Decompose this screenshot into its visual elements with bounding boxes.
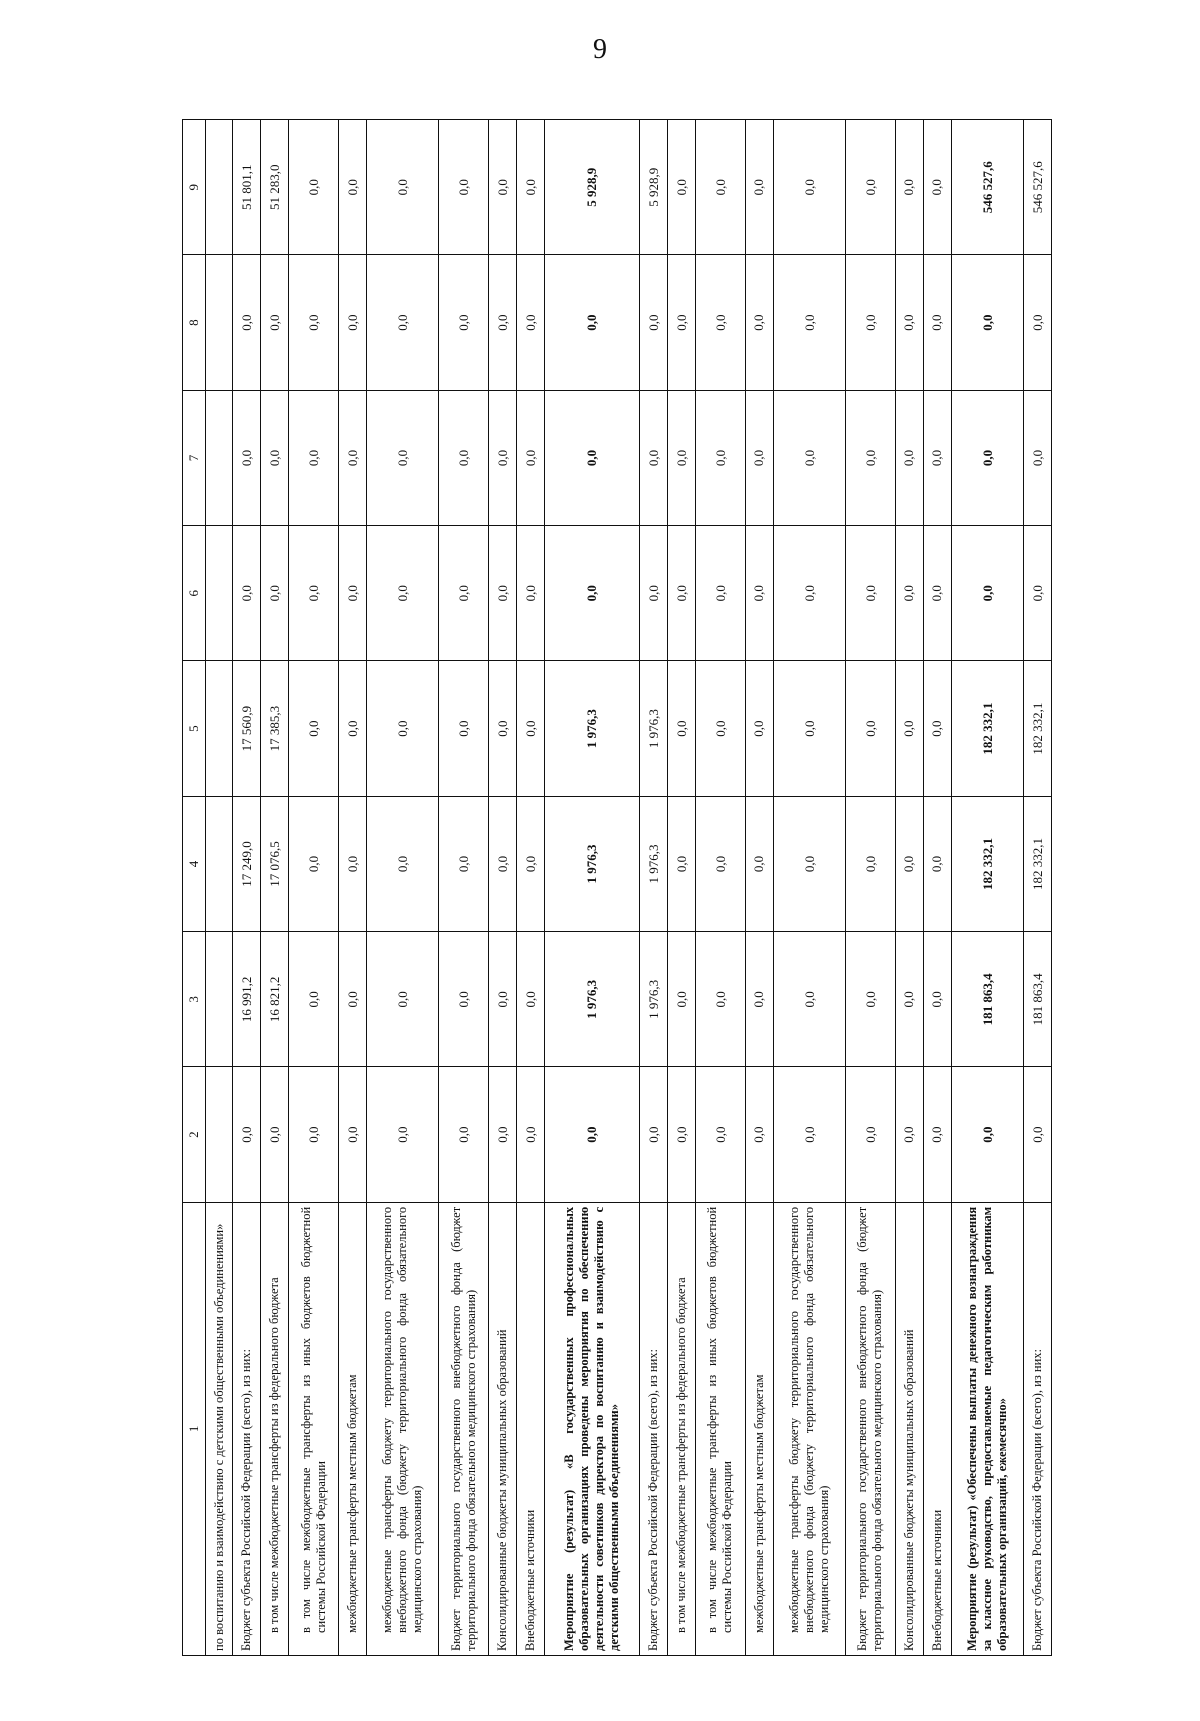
value-cell: 0,0 (895, 1067, 923, 1202)
value-cell: 0,0 (845, 1067, 895, 1202)
value-cell: 0,0 (951, 1067, 1023, 1202)
value-cell: 0,0 (1023, 255, 1051, 390)
table-row (233, 120, 261, 1656)
value-cell: 0,0 (923, 661, 951, 796)
value-cell: 0,0 (695, 390, 745, 525)
value-cell: 0,0 (439, 526, 489, 661)
value-cell: 0,0 (639, 1067, 667, 1202)
value-cell: 0,0 (895, 661, 923, 796)
value-cell: 0,0 (439, 390, 489, 525)
value-cell: 0,0 (923, 796, 951, 931)
value-cell: 1 976,3 (544, 796, 639, 931)
value-cell: 0,0 (516, 1067, 544, 1202)
value-cell: 0,0 (951, 526, 1023, 661)
table-row (773, 120, 845, 1656)
page-number: 9 (593, 34, 607, 65)
value-cell: 0,0 (439, 255, 489, 390)
value-cell: 0,0 (1023, 526, 1051, 661)
row-label: Бюджет субъекта Российской Федерации (всего), из них: (233, 1202, 261, 1655)
table-row (745, 120, 773, 1656)
value-cell: 0,0 (773, 120, 845, 255)
value-cell: 0,0 (895, 796, 923, 931)
value-cell: 0,0 (516, 661, 544, 796)
column-header: 6 (183, 526, 206, 661)
value-cell: 0,0 (845, 796, 895, 931)
value-cell: 0,0 (667, 1067, 695, 1202)
row-label: межбюджетные трансферты бюджету территориального государственного внебюджетного фонда (бюджету территориального фонда обязательного медицинского страхования) (366, 1202, 438, 1655)
value-cell: 0,0 (261, 526, 289, 661)
value-cell (206, 390, 233, 525)
value-cell: 0,0 (695, 661, 745, 796)
value-cell: 0,0 (488, 390, 516, 525)
value-cell: 0,0 (439, 1067, 489, 1202)
table-row (951, 120, 1023, 1656)
value-cell: 0,0 (544, 526, 639, 661)
value-cell: 0,0 (488, 120, 516, 255)
value-cell: 0,0 (745, 1067, 773, 1202)
rotated-table-wrapper (182, 119, 1052, 1656)
value-cell: 0,0 (338, 932, 366, 1067)
value-cell: 182 332,1 (1023, 661, 1051, 796)
value-cell: 0,0 (895, 390, 923, 525)
value-cell: 0,0 (1023, 390, 1051, 525)
value-cell: 0,0 (289, 796, 339, 931)
value-cell: 0,0 (951, 255, 1023, 390)
value-cell: 0,0 (773, 1067, 845, 1202)
value-cell: 51 801,1 (233, 120, 261, 255)
value-cell: 1 976,3 (544, 661, 639, 796)
value-cell: 0,0 (845, 255, 895, 390)
row-label: Внебюджетные источники (923, 1202, 951, 1655)
row-label: в том числе межбюджетные трансферты из федерального бюджета (261, 1202, 289, 1655)
column-header: 8 (183, 255, 206, 390)
table-row (206, 120, 233, 1656)
value-cell: 0,0 (923, 1067, 951, 1202)
value-cell: 0,0 (695, 120, 745, 255)
value-cell: 0,0 (845, 526, 895, 661)
value-cell: 0,0 (923, 255, 951, 390)
table-row (639, 120, 667, 1656)
row-label: Консолидированные бюджеты муниципальных образований (488, 1202, 516, 1655)
value-cell: 0,0 (366, 255, 438, 390)
value-cell: 0,0 (233, 1067, 261, 1202)
value-cell: 0,0 (951, 390, 1023, 525)
value-cell: 0,0 (488, 255, 516, 390)
value-cell: 0,0 (338, 390, 366, 525)
value-cell: 17 385,3 (261, 661, 289, 796)
value-cell: 0,0 (516, 796, 544, 931)
column-header: 3 (183, 932, 206, 1067)
value-cell: 0,0 (845, 661, 895, 796)
value-cell: 0,0 (233, 526, 261, 661)
value-cell: 0,0 (516, 255, 544, 390)
value-cell: 5 928,9 (639, 120, 667, 255)
table-row (488, 120, 516, 1656)
value-cell: 0,0 (338, 796, 366, 931)
value-cell (206, 932, 233, 1067)
value-cell: 0,0 (667, 255, 695, 390)
column-header: 1 (183, 1202, 206, 1655)
value-cell: 182 332,1 (1023, 796, 1051, 931)
column-header: 7 (183, 390, 206, 525)
column-header: 2 (183, 1067, 206, 1202)
value-cell: 0,0 (488, 661, 516, 796)
value-cell: 51 283,0 (261, 120, 289, 255)
rotated-table-frame (182, 119, 1052, 1656)
row-label: в том числе межбюджетные трансферты из иных бюджетов бюджетной системы Российской Федерации (695, 1202, 745, 1655)
value-cell: 0,0 (923, 932, 951, 1067)
value-cell: 0,0 (289, 932, 339, 1067)
value-cell: 0,0 (745, 390, 773, 525)
value-cell: 17 249,0 (233, 796, 261, 931)
value-cell: 0,0 (923, 120, 951, 255)
value-cell: 0,0 (773, 526, 845, 661)
table-row (516, 120, 544, 1656)
value-cell: 181 863,4 (1023, 932, 1051, 1067)
value-cell: 0,0 (745, 932, 773, 1067)
value-cell: 0,0 (261, 255, 289, 390)
column-header: 5 (183, 661, 206, 796)
value-cell (206, 796, 233, 931)
value-cell: 0,0 (695, 796, 745, 931)
value-cell: 0,0 (366, 390, 438, 525)
value-cell: 0,0 (366, 526, 438, 661)
table-row (923, 120, 951, 1656)
value-cell: 0,0 (439, 661, 489, 796)
row-label: по воспитанию и взаимодействию с детскими общественными объединениями» (206, 1202, 233, 1655)
value-cell: 0,0 (516, 120, 544, 255)
value-cell: 0,0 (895, 526, 923, 661)
value-cell: 0,0 (745, 526, 773, 661)
value-cell: 0,0 (439, 120, 489, 255)
row-label: в том числе межбюджетные трансферты из иных бюджетов бюджетной системы Российской Федерации (289, 1202, 339, 1655)
value-cell (206, 1067, 233, 1202)
value-cell: 0,0 (289, 526, 339, 661)
value-cell: 1 976,3 (639, 932, 667, 1067)
value-cell: 0,0 (338, 255, 366, 390)
table-row (695, 120, 745, 1656)
table-row (338, 120, 366, 1656)
value-cell: 0,0 (667, 526, 695, 661)
value-cell (206, 661, 233, 796)
value-cell: 0,0 (773, 255, 845, 390)
value-cell: 0,0 (366, 796, 438, 931)
value-cell: 0,0 (923, 390, 951, 525)
value-cell (206, 255, 233, 390)
value-cell: 0,0 (745, 120, 773, 255)
value-cell: 17 076,5 (261, 796, 289, 931)
table-row (439, 120, 489, 1656)
value-cell: 181 863,4 (951, 932, 1023, 1067)
value-cell: 0,0 (233, 255, 261, 390)
value-cell: 0,0 (488, 1067, 516, 1202)
budget-table (182, 119, 1052, 1656)
table-row (895, 120, 923, 1656)
value-cell: 0,0 (773, 390, 845, 525)
value-cell: 546 527,6 (951, 120, 1023, 255)
value-cell: 17 560,9 (233, 661, 261, 796)
value-cell: 182 332,1 (951, 661, 1023, 796)
value-cell: 0,0 (366, 661, 438, 796)
value-cell: 0,0 (289, 661, 339, 796)
value-cell: 0,0 (745, 661, 773, 796)
value-cell: 0,0 (845, 390, 895, 525)
table-body (206, 120, 1052, 1656)
value-cell: 0,0 (667, 932, 695, 1067)
value-cell: 0,0 (845, 932, 895, 1067)
value-cell: 0,0 (233, 390, 261, 525)
value-cell: 0,0 (773, 932, 845, 1067)
value-cell: 0,0 (289, 255, 339, 390)
table-row (845, 120, 895, 1656)
value-cell: 0,0 (639, 255, 667, 390)
value-cell: 0,0 (667, 120, 695, 255)
value-cell: 0,0 (439, 932, 489, 1067)
value-cell: 0,0 (667, 390, 695, 525)
value-cell: 546 527,6 (1023, 120, 1051, 255)
row-label: межбюджетные трансферты местным бюджетам (745, 1202, 773, 1655)
row-label: Внебюджетные источники (516, 1202, 544, 1655)
value-cell: 1 976,3 (639, 796, 667, 931)
table-row (366, 120, 438, 1656)
table-header-row (183, 120, 206, 1656)
value-cell: 0,0 (261, 390, 289, 525)
value-cell: 0,0 (773, 796, 845, 931)
value-cell: 0,0 (516, 390, 544, 525)
row-label: Бюджет территориального государственного внебюджетного фонда (бюджет территориального фонда обязательного медицинского страхования) (845, 1202, 895, 1655)
row-label: Консолидированные бюджеты муниципальных образований (895, 1202, 923, 1655)
row-label: Бюджет субъекта Российской Федерации (всего), из них: (639, 1202, 667, 1655)
value-cell: 0,0 (366, 932, 438, 1067)
value-cell: 1 976,3 (639, 661, 667, 796)
value-cell: 0,0 (845, 120, 895, 255)
value-cell: 0,0 (1023, 1067, 1051, 1202)
value-cell: 1 976,3 (544, 932, 639, 1067)
value-cell: 0,0 (695, 932, 745, 1067)
value-cell: 5 928,9 (544, 120, 639, 255)
row-label: Мероприятие (результат) «Обеспечены выплаты денежного вознаграждения за классное руководство, предоставляемые педагогическим работникам образовательных организаций, ежемесячно» (951, 1202, 1023, 1655)
value-cell: 0,0 (261, 1067, 289, 1202)
column-header: 9 (183, 120, 206, 255)
value-cell: 0,0 (544, 255, 639, 390)
value-cell: 0,0 (544, 1067, 639, 1202)
value-cell: 0,0 (667, 796, 695, 931)
value-cell: 0,0 (745, 796, 773, 931)
value-cell: 182 332,1 (951, 796, 1023, 931)
value-cell: 0,0 (338, 661, 366, 796)
value-cell: 0,0 (488, 796, 516, 931)
value-cell: 0,0 (639, 526, 667, 661)
table-row (544, 120, 639, 1656)
value-cell: 0,0 (366, 1067, 438, 1202)
value-cell: 0,0 (289, 390, 339, 525)
value-cell: 0,0 (639, 390, 667, 525)
value-cell: 0,0 (745, 255, 773, 390)
value-cell: 0,0 (516, 526, 544, 661)
column-header: 4 (183, 796, 206, 931)
value-cell: 0,0 (439, 796, 489, 931)
row-label: межбюджетные трансферты бюджету территориального государственного внебюджетного фонда (бюджету территориального фонда обязательного медицинского страхования) (773, 1202, 845, 1655)
value-cell: 0,0 (338, 120, 366, 255)
row-label: Мероприятие (результат) «В государственных профессиональных образовательных организациях проведены мероприятия по обеспечению деятельности советников директора по воспитанию и взаимодействию с детскими общественными объединениями» (544, 1202, 639, 1655)
value-cell: 0,0 (923, 526, 951, 661)
value-cell: 16 991,2 (233, 932, 261, 1067)
value-cell: 16 821,2 (261, 932, 289, 1067)
value-cell: 0,0 (289, 1067, 339, 1202)
value-cell: 0,0 (695, 255, 745, 390)
value-cell (206, 120, 233, 255)
value-cell: 0,0 (488, 932, 516, 1067)
value-cell: 0,0 (773, 661, 845, 796)
table-row (1023, 120, 1051, 1656)
value-cell: 0,0 (895, 255, 923, 390)
row-label: межбюджетные трансферты местным бюджетам (338, 1202, 366, 1655)
row-label: в том числе межбюджетные трансферты из федерального бюджета (667, 1202, 695, 1655)
value-cell: 0,0 (289, 120, 339, 255)
value-cell: 0,0 (895, 120, 923, 255)
value-cell: 0,0 (366, 120, 438, 255)
value-cell: 0,0 (667, 661, 695, 796)
value-cell (206, 526, 233, 661)
value-cell: 0,0 (695, 526, 745, 661)
table-row (289, 120, 339, 1656)
value-cell: 0,0 (895, 932, 923, 1067)
value-cell: 0,0 (338, 1067, 366, 1202)
table-row (667, 120, 695, 1656)
row-label: Бюджет субъекта Российской Федерации (всего), из них: (1023, 1202, 1051, 1655)
row-label: Бюджет территориального государственного внебюджетного фонда (бюджет территориального фонда обязательного медицинского страхования) (439, 1202, 489, 1655)
value-cell: 0,0 (544, 390, 639, 525)
value-cell: 0,0 (338, 526, 366, 661)
value-cell: 0,0 (488, 526, 516, 661)
table-row (261, 120, 289, 1656)
value-cell: 0,0 (695, 1067, 745, 1202)
value-cell: 0,0 (516, 932, 544, 1067)
